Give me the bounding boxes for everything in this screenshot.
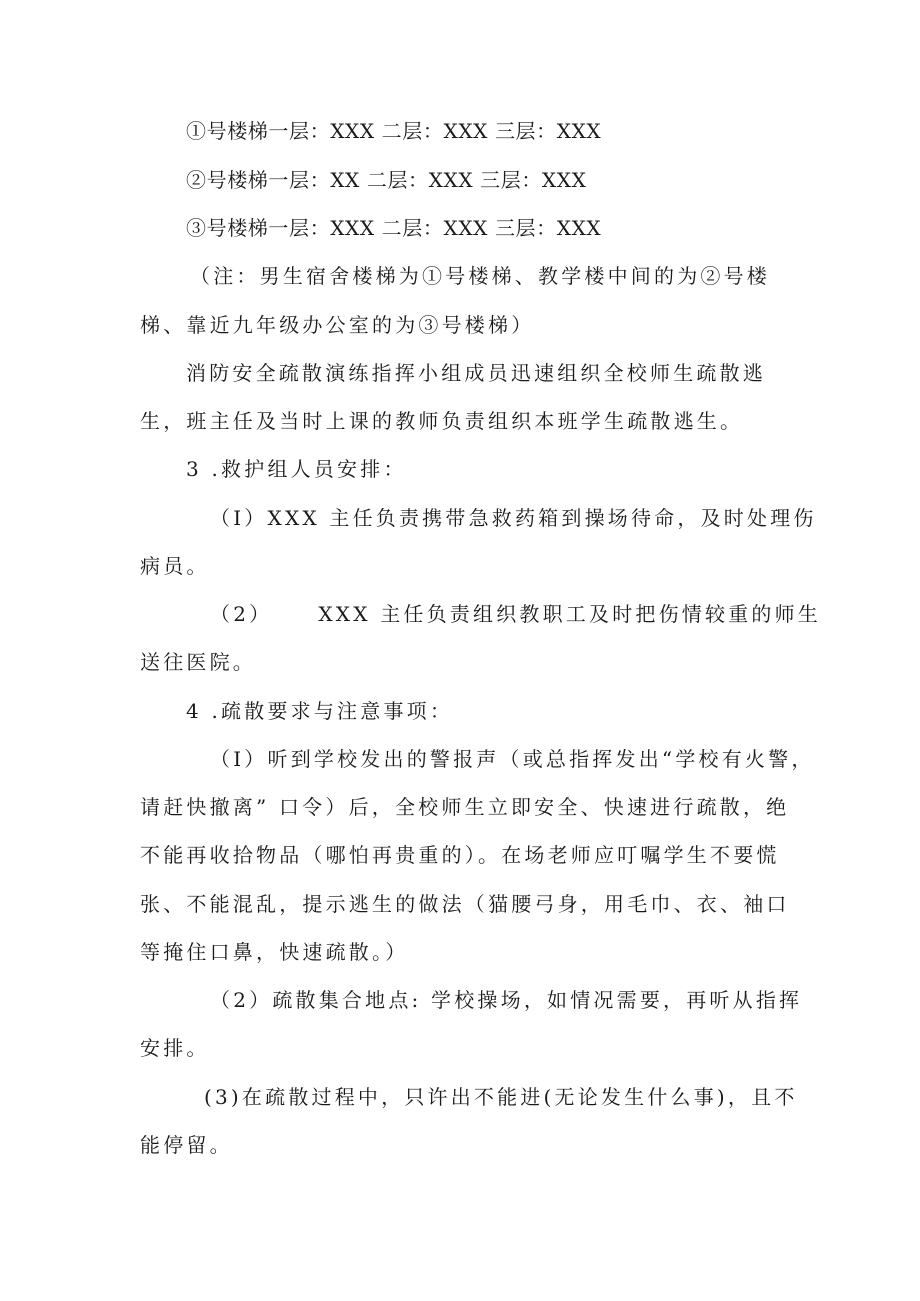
evacuation-line-1: 消防安全疏散演练指挥小组成员迅速组织全校师生疏散逃 (186, 361, 766, 385)
rescue-item-1-line-1: （I）XXX 主任负责携带急救药箱到操场待命，及时处理伤 (210, 506, 817, 530)
evacuation-line-2: 生，班主任及当时上课的教师负责组织本班学生疏散逃生。 (140, 409, 744, 433)
stair-1-line (186, 119, 601, 143)
note-line-2: 梯、靠近九年级办公室的为③号楼梯） (140, 313, 535, 337)
rescue-item-2-text: XXX 主任负责组织教职工及时把伤情较重的师生 (318, 602, 822, 626)
requirement-1-line-2: 请赶快撤离” 口令）后，全校师生立即安全、快速进行疏散，绝 (140, 795, 790, 819)
stair-2-number: ② (186, 168, 207, 192)
rescue-item-2-line-2: 送往医院。 (140, 650, 256, 674)
stair-1-text: 号楼梯一层：XXX 二层：XXX 三层：XXX (206, 119, 602, 143)
stair-1-number: ① (186, 119, 207, 143)
rescue-item-2-line-1 (210, 602, 821, 626)
section-3-title: 3 .救护组人员安排： (186, 457, 407, 481)
stair-3-number: ③ (186, 216, 207, 240)
requirement-1-line-5: 等掩住口鼻，快速疏散。） (140, 940, 409, 964)
stair-2-text: 号楼梯一层：XX 二层：XXX 三层：XXX (206, 168, 587, 192)
stair-3-line (186, 216, 601, 240)
requirement-1-line-4: 张、不能混乱，提示逃生的做法（猫腰弓身，用毛巾、衣、袖口 (140, 892, 790, 916)
requirement-3-line-2: 能停留。 (140, 1133, 233, 1157)
requirement-1-line-1: （I）听到学校发出的警报声（或总指挥发出“学校有火警， (210, 747, 815, 771)
note-line-1: （注：男生宿舍楼梯为①号楼梯、教学楼中间的为②号楼 (190, 264, 770, 288)
requirement-2-line-1: （2）疏散集合地点: 学校操场，如情况需要，再听从指挥 (210, 988, 803, 1012)
requirement-2-line-2: 安排。 (140, 1036, 210, 1060)
stair-3-text: 号楼梯一层：XXX 二层：XXX 三层：XXX (206, 216, 602, 240)
stair-2-line (186, 168, 586, 192)
rescue-item-2-number: （2） (210, 602, 273, 626)
rescue-item-1-line-2: 病员。 (140, 554, 210, 578)
requirement-1-line-3: 不能再收拾物品（哪怕再贵重的）。在场老师应叮嘱学生不要慌 (140, 843, 780, 867)
requirement-3-line-1: (3)在疏散过程中，只许出不能进(无论发生什么事)，且不 (204, 1085, 798, 1109)
section-4-title: 4 .疏散要求与注意事项： (186, 699, 454, 723)
